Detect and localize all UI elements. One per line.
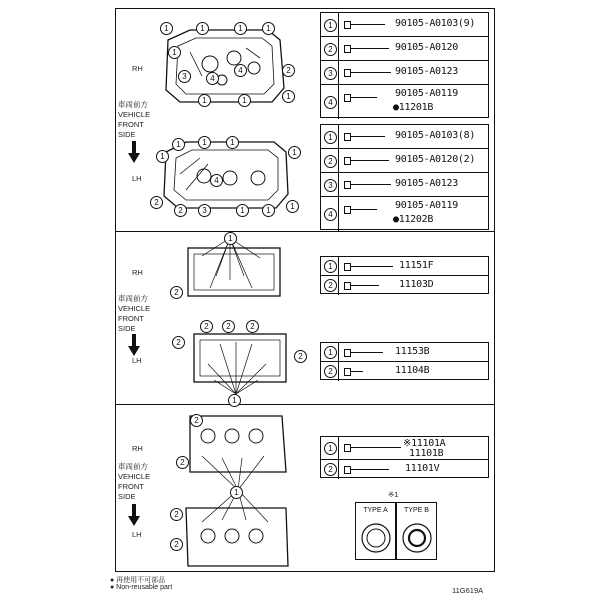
callout-2: 2 <box>246 320 259 333</box>
row-number: 2 <box>324 279 337 292</box>
callout-2: 2 <box>176 456 189 469</box>
callout-3: 3 <box>178 70 191 83</box>
table-row <box>321 197 488 231</box>
bolt-icon <box>349 48 389 49</box>
section-divider-1 <box>115 231 495 232</box>
table-row <box>321 125 488 149</box>
callout-2: 2 <box>174 204 187 217</box>
bolt-icon <box>349 209 377 210</box>
callout-2: 2 <box>150 196 163 209</box>
callout-1: 1 <box>238 94 251 107</box>
callout-2: 2 <box>170 508 183 521</box>
vehicle-front-en-3: SIDE <box>118 324 136 333</box>
bolt-icon <box>349 97 377 98</box>
row-number: 1 <box>324 260 337 273</box>
row-number: 4 <box>324 96 337 109</box>
callout-2: 2 <box>294 350 307 363</box>
part-code: 90105-A0123 <box>395 178 458 189</box>
callout-4: 4 <box>210 174 223 187</box>
bolt-icon <box>349 352 383 353</box>
head-bolt-table <box>320 436 489 478</box>
rh-label: RH <box>132 444 143 453</box>
table-row <box>321 149 488 173</box>
table-row <box>321 276 488 295</box>
gasket-code: ●11201B <box>393 102 434 113</box>
vehicle-front-en-3: SIDE <box>118 130 136 139</box>
callout-1: 1 <box>262 204 275 217</box>
row-number: 2 <box>324 43 337 56</box>
table-row <box>321 85 488 119</box>
row-number: 1 <box>324 442 337 455</box>
type-b-box <box>396 502 437 560</box>
callout-1: 1 <box>236 204 249 217</box>
bolt-icon <box>349 371 363 372</box>
callout-1: 1 <box>226 136 239 149</box>
part-code: 90105-A0123 <box>395 66 458 77</box>
table-row <box>321 362 488 381</box>
part-code: 90105-A0119 <box>395 200 458 211</box>
vehicle-front-en-2: FRONT <box>118 314 144 323</box>
bolt-icon <box>349 266 393 267</box>
lh-parts-table <box>320 124 489 230</box>
table-row <box>321 173 488 197</box>
rh-label: RH <box>132 64 143 73</box>
table-row <box>321 343 488 362</box>
non-reusable-note-en: ● Non-reusable part <box>110 584 173 591</box>
callout-1: 1 <box>196 22 209 35</box>
part-code: 90105-A0120(2) <box>395 154 476 165</box>
bolt-icon <box>349 136 385 137</box>
vehicle-front-jp: 車両前方 <box>118 100 148 109</box>
callout-2: 2 <box>172 336 185 349</box>
table-row <box>321 37 488 61</box>
table-row <box>321 437 488 460</box>
part-code: 90105-A0119 <box>395 88 458 99</box>
bolt-icon <box>349 285 379 286</box>
bolt-icon <box>349 469 389 470</box>
row-number: 2 <box>324 365 337 378</box>
part-code: 11104B <box>395 365 430 376</box>
vehicle-front-en-1: VEHICLE <box>118 304 151 313</box>
callout-1: 1 <box>230 486 243 499</box>
rh-valve-cover-diagram <box>150 18 300 114</box>
callout-1: 1 <box>224 232 237 245</box>
lh-camshaft-housing-diagram <box>180 324 300 400</box>
part-code: 11151F <box>399 260 434 271</box>
vehicle-front-en-3: SIDE <box>118 492 136 501</box>
lh-bolt-table <box>320 342 489 380</box>
callout-1: 1 <box>156 150 169 163</box>
lh-label: LH <box>132 356 142 365</box>
row-number: 2 <box>324 155 337 168</box>
callout-2: 2 <box>200 320 213 333</box>
vehicle-front-en-1: VEHICLE <box>118 110 151 119</box>
type-a-label: TYPE A <box>363 507 388 514</box>
callout-1: 1 <box>172 138 185 151</box>
callout-1: 1 <box>198 94 211 107</box>
callout-1: 1 <box>168 46 181 59</box>
callout-1: 1 <box>262 22 275 35</box>
callout-2: 2 <box>170 538 183 551</box>
part-code: ※11101A <box>403 438 446 449</box>
part-code: 11103D <box>399 279 434 290</box>
callout-2: 2 <box>170 286 183 299</box>
part-code-alt: 11101B <box>409 448 444 459</box>
part-code: 90105-A0103(9) <box>395 18 476 29</box>
vehicle-front-jp: 車両前方 <box>118 462 148 471</box>
bolt-head-type-b-icon <box>401 521 433 555</box>
vehicle-front-jp: 車両前方 <box>118 294 148 303</box>
callout-2: 2 <box>222 320 235 333</box>
callout-1: 1 <box>234 22 247 35</box>
front-arrow-icon <box>128 141 140 163</box>
rh-camshaft-housing-diagram <box>180 236 290 306</box>
bolt-icon <box>349 72 391 73</box>
row-number: 1 <box>324 19 337 32</box>
section-divider-2 <box>115 404 495 405</box>
callout-1: 1 <box>160 22 173 35</box>
rh-label: RH <box>132 268 143 277</box>
row-number: 3 <box>324 67 337 80</box>
type-a-box <box>355 502 396 560</box>
callout-1: 1 <box>282 90 295 103</box>
part-code: 11101V <box>405 463 440 474</box>
bolt-icon <box>349 160 389 161</box>
callout-1: 1 <box>288 146 301 159</box>
lh-label: LH <box>132 174 142 183</box>
part-code: 90105-A0120 <box>395 42 458 53</box>
vehicle-front-en-1: VEHICLE <box>118 472 151 481</box>
part-code: 11153B <box>395 346 430 357</box>
vehicle-front-en-2: FRONT <box>118 482 144 491</box>
callout-4: 4 <box>206 72 219 85</box>
type-note-mark: ※1 <box>388 490 399 499</box>
front-arrow-icon <box>128 504 140 526</box>
row-number: 1 <box>324 346 337 359</box>
callout-2: 2 <box>190 414 203 427</box>
row-number: 2 <box>324 463 337 476</box>
bolt-icon <box>349 184 391 185</box>
table-row <box>321 13 488 37</box>
table-row <box>321 61 488 85</box>
bolt-head-type-a-icon <box>360 521 392 555</box>
callout-1: 1 <box>228 394 241 407</box>
bolt-icon <box>349 24 385 25</box>
callout-3: 3 <box>198 204 211 217</box>
callout-1: 1 <box>198 136 211 149</box>
vehicle-front-en-2: FRONT <box>118 120 144 129</box>
row-number: 3 <box>324 179 337 192</box>
figure-id: 11G619A <box>452 586 484 595</box>
gasket-code: ●11202B <box>393 214 434 225</box>
callout-4: 4 <box>234 64 247 77</box>
part-code: 90105-A0103(8) <box>395 130 476 141</box>
non-reusable-note-jp: ● 再使用不可部品 <box>110 577 166 584</box>
callout-1: 1 <box>286 200 299 213</box>
table-row <box>321 460 488 479</box>
type-b-label: TYPE B <box>404 507 429 514</box>
callout-2: 2 <box>282 64 295 77</box>
rh-bolt-table <box>320 256 489 294</box>
row-number: 4 <box>324 208 337 221</box>
front-arrow-icon <box>128 334 140 356</box>
bolt-icon <box>349 447 401 448</box>
table-row <box>321 257 488 276</box>
row-number: 1 <box>324 131 337 144</box>
rh-parts-table <box>320 12 489 118</box>
lh-label: LH <box>132 530 142 539</box>
